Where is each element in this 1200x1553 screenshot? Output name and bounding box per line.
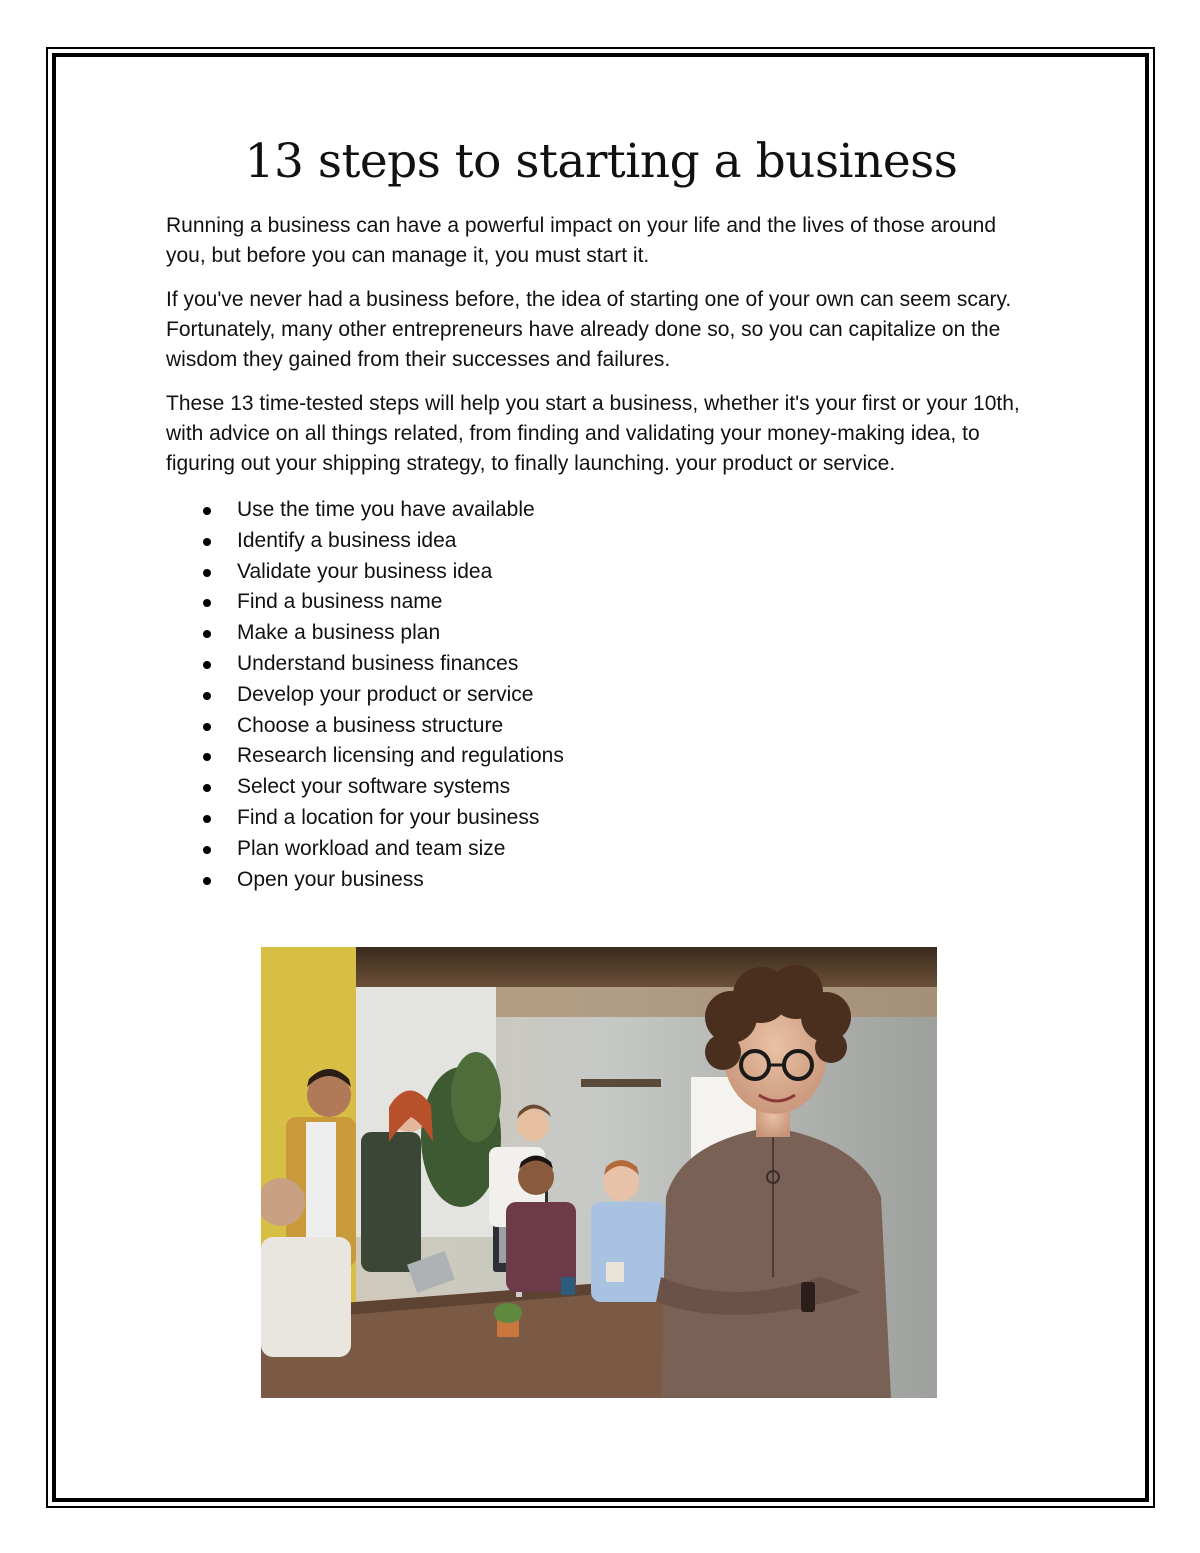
list-item: Plan workload and team size [237, 834, 1036, 865]
second-paragraph: If you've never had a business before, the idea of starting one of your own can seem scary. Fortunately, many other entrepreneurs have already done so, so you can capitalize on the wisdom they gained from their successes and failures. [166, 288, 1012, 372]
list-item: Select your software systems [237, 772, 1036, 803]
document-body [166, 135, 1036, 895]
list-item: Research licensing and regulations [237, 741, 1036, 772]
document-title: 13 steps to starting a business [244, 134, 958, 189]
list-item: Make a business plan [237, 618, 1036, 649]
list-item: Open your business [237, 865, 1036, 896]
list-item: Find a business name [237, 587, 1036, 618]
list-item: Identify a business idea [237, 526, 1036, 557]
intro-paragraph: Running a business can have a powerful impact on your life and the lives of those around you, but before you can manage it, you must start it. [166, 214, 997, 268]
office-team-photo [261, 947, 937, 1398]
list-item: Choose a business structure [237, 711, 1036, 742]
list-item: Develop your product or service [237, 680, 1036, 711]
list-item: Use the time you have available [237, 495, 1036, 526]
list-item: Understand business finances [237, 649, 1036, 680]
third-paragraph: These 13 time-tested steps will help you start a business, whether it's your first or your 10th, with advice on all things related, from finding and validating your money-making idea, to figuring out your shipping strategy, to finally launching. your product or service. [166, 392, 1020, 476]
list-item: Validate your business idea [237, 557, 1036, 588]
list-item: Find a location for your business [237, 803, 1036, 834]
steps-list [166, 495, 1036, 895]
